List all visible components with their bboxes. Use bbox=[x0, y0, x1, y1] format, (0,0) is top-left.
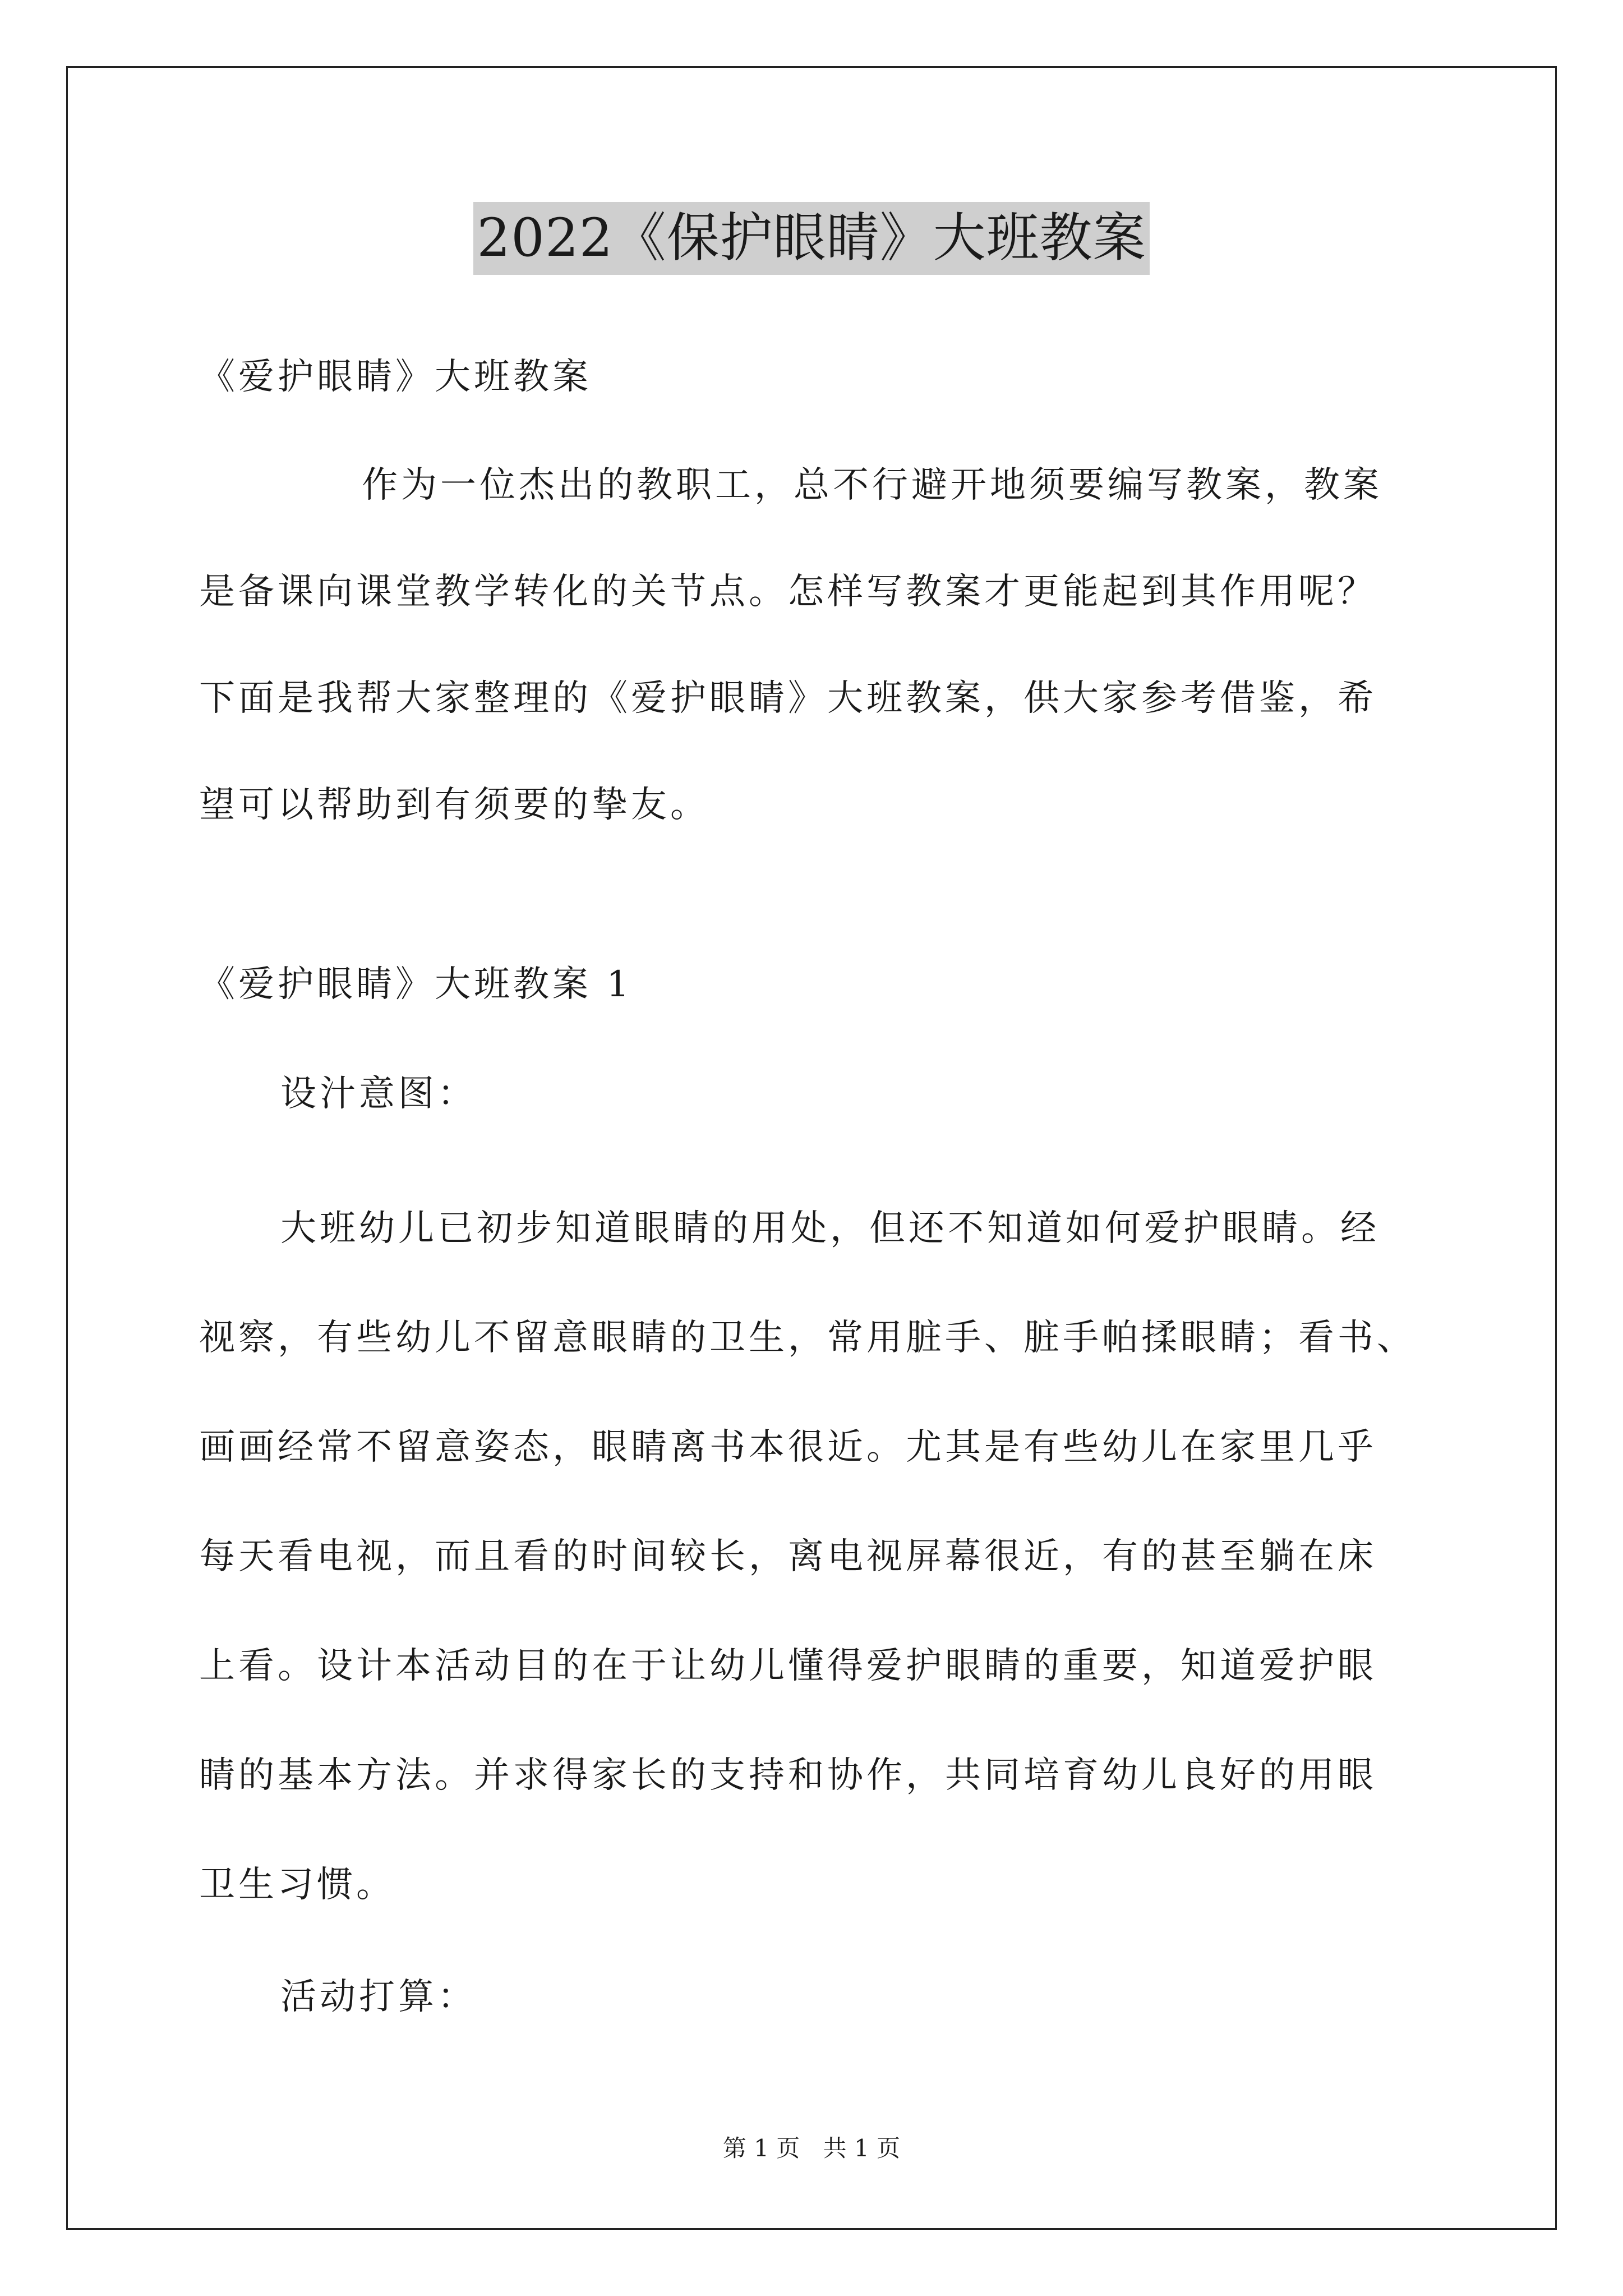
paragraph-line: 下面是我帮大家整理的《爱护眼睛》大班教案，供大家参考借鉴，希 bbox=[199, 678, 1377, 719]
paragraph-line: 上看。设计本活动目的在于让幼儿懂得爱护眼睛的重要，知道爱护眼 bbox=[199, 1645, 1377, 1687]
section-heading: 《爱护眼睛》大班教案 1 bbox=[199, 964, 633, 1005]
paragraph-line: 望可以帮助到有须要的挚友。 bbox=[199, 784, 709, 826]
subtitle-line: 《爱护眼睛》大班教案 bbox=[199, 356, 592, 398]
paragraph-line: 作为一位杰出的教职工，总不行避开地须要编写教案，教案 bbox=[362, 464, 1382, 506]
paragraph-line: 视察，有些幼儿不留意眼睛的卫生，常用脏手、脏手帕揉眼睛；看书、 bbox=[199, 1317, 1416, 1359]
document-title: 2022《保护眼睛》大班教案 bbox=[473, 202, 1149, 275]
title-container bbox=[0, 202, 1623, 275]
paragraph-line: 卫生习惯。 bbox=[199, 1864, 395, 1906]
page-footer bbox=[0, 2132, 1623, 2165]
paragraph-line: 是备课向课堂教学转化的关节点。怎样写教案才更能起到其作用呢？ bbox=[199, 571, 1377, 613]
paragraph-line: 设汁意图： bbox=[280, 1073, 477, 1115]
page-number: 第 1 页 bbox=[722, 2134, 800, 2162]
paragraph-line: 画画经常不留意姿态，眼睛离书本很近。尤其是有些幼儿在家里几乎 bbox=[199, 1427, 1377, 1468]
page-total: 共 1 页 bbox=[823, 2134, 901, 2162]
paragraph-line: 每天看电视，而且看的时间较长，离电视屏幕很近，有的甚至躺在床 bbox=[199, 1536, 1377, 1577]
paragraph-line: 睛的基本方法。并求得家长的支持和协作，共同培育幼儿良好的用眼 bbox=[199, 1755, 1377, 1796]
paragraph-line: 活动打算： bbox=[280, 1976, 477, 2018]
paragraph-line: 大班幼儿已初步知道眼睛的用处，但还不知道如何爱护眼睛。经 bbox=[280, 1208, 1380, 1249]
